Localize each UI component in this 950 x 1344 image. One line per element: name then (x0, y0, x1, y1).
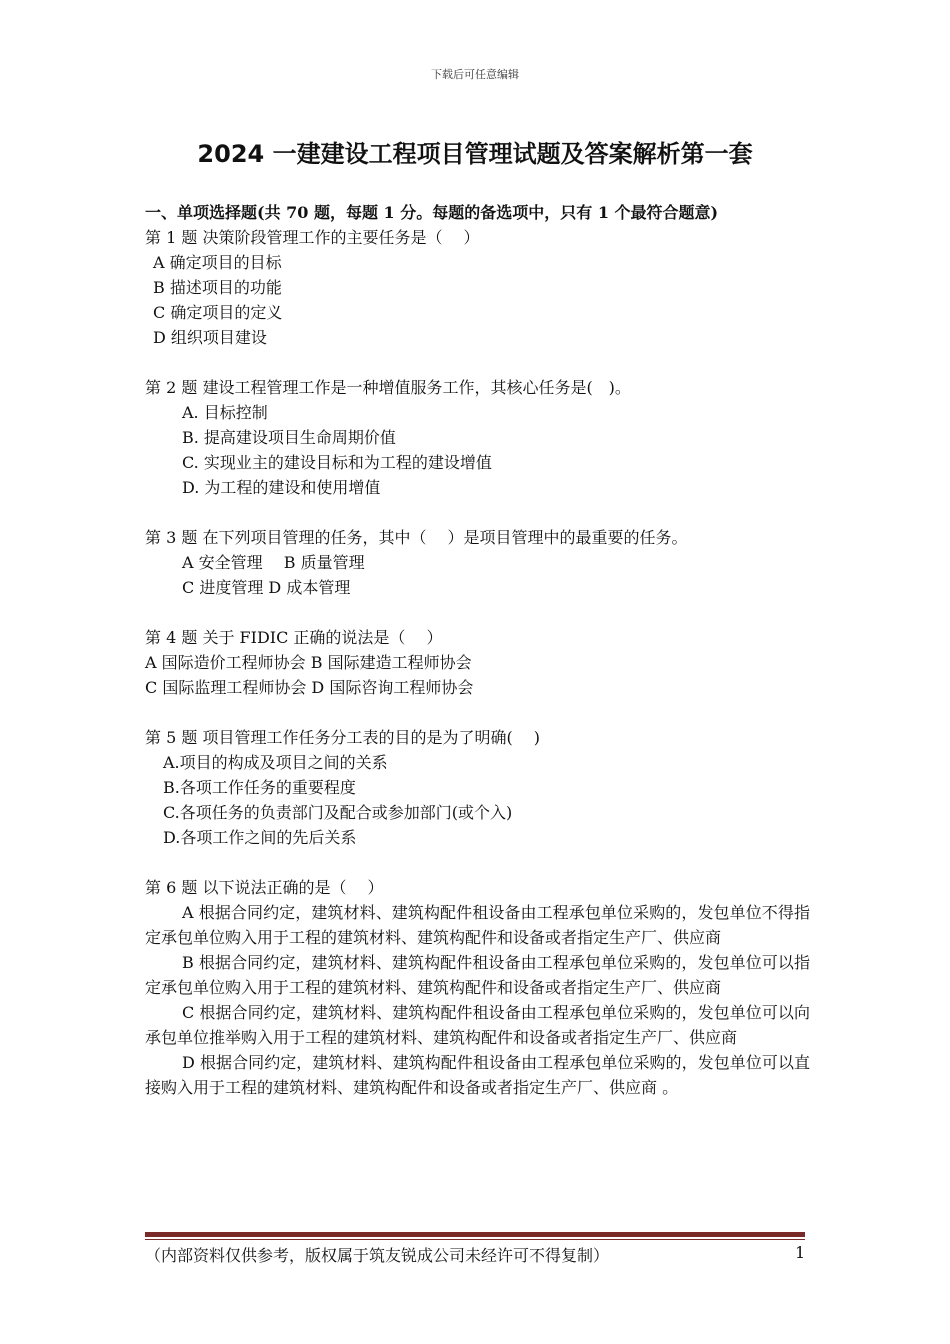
option-a: A. 目标控制 (182, 403, 268, 422)
option-c: C.各项任务的负责部门及配合或参加部门(或个入) (163, 803, 513, 822)
option-row-ab: A 国际造价工程师协会 B 国际建造工程师协会 (145, 653, 472, 672)
option-d: D.各项工作之间的先后关系 (163, 828, 357, 847)
option-row-cd: C 进度管理 D 成本管理 (182, 578, 351, 597)
question-6 (145, 875, 810, 1100)
question-stem: 第 4 题 关于 FIDIC 正确的说法是（ ） (145, 628, 443, 647)
question-stem: 第 3 题 在下列项目管理的任务，其中（ ）是项目管理中的最重要的任务。 (145, 528, 688, 547)
page-number: 1 (795, 1243, 806, 1262)
footer-notice: （内部资料仅供参考，版权属于筑友锐成公司未经许可不得复制） (145, 1246, 610, 1265)
question-3 (145, 525, 810, 600)
option-a: A 确定项目的目标 (153, 253, 282, 272)
question-stem: 第 5 题 项目管理工作任务分工表的目的是为了明确( ) (145, 728, 541, 747)
option-row-ab: A 安全管理 B 质量管理 (182, 553, 365, 572)
option-c: C 根据合同约定，建筑材料、建筑构配件租设备由工程承包单位采购的，发包单位可以向承包单位推举购入用于工程的建筑材料、建筑构配件和设备或者指定生产厂、供应商 (145, 1003, 810, 1047)
option-b: B.各项工作任务的重要程度 (163, 778, 356, 797)
footer-rule-thick (145, 1232, 805, 1237)
section-heading: 一、单项选择题(共 70 题，每题 1 分。每题的备选项中，只有 1 个最符合题意) (145, 203, 719, 222)
option-b: B 描述项目的功能 (153, 278, 282, 297)
option-d: D. 为工程的建设和使用增值 (182, 478, 381, 497)
footer-rule-thin (145, 1239, 805, 1240)
option-c: C 确定项目的定义 (153, 303, 283, 322)
question-stem: 第 6 题 以下说法正确的是（ ） (145, 878, 384, 897)
document-title: 2024 一建建设工程项目管理试题及答案解析第一套 (197, 140, 753, 168)
option-row-cd: C 国际监理工程师协会 D 国际咨询工程师协会 (145, 678, 474, 697)
question-2 (145, 375, 810, 500)
question-5 (145, 725, 810, 850)
document-body (145, 200, 810, 1100)
option-b: B 根据合同约定，建筑材料、建筑构配件租设备由工程承包单位采购的，发包单位可以指定承包单位购入用于工程的建筑材料、建筑构配件和设备或者指定生产厂、供应商 (145, 953, 810, 997)
page-header: 下载后可任意编辑 (431, 68, 519, 81)
question-1 (145, 225, 810, 350)
option-c: C. 实现业主的建设目标和为工程的建设增值 (182, 453, 492, 472)
question-stem: 第 1 题 决策阶段管理工作的主要任务是（ ） (145, 228, 480, 247)
option-d: D 根据合同约定，建筑材料、建筑构配件租设备由工程承包单位采购的，发包单位可以直接购入用于工程的建筑材料、建筑构配件和设备或者指定生产厂、供应商 。 (145, 1053, 810, 1097)
question-stem: 第 2 题 建设工程管理工作是一种增值服务工作，其核心任务是( )。 (145, 378, 631, 397)
option-a: A 根据合同约定，建筑材料、建筑构配件租设备由工程承包单位采购的，发包单位不得指定承包单位购入用于工程的建筑材料、建筑构配件和设备或者指定生产厂、供应商 (145, 903, 810, 947)
option-d: D 组织项目建设 (153, 328, 267, 347)
option-a: A.项目的构成及项目之间的关系 (163, 753, 388, 772)
question-4 (145, 625, 810, 700)
option-b: B. 提高建设项目生命周期价值 (182, 428, 396, 447)
